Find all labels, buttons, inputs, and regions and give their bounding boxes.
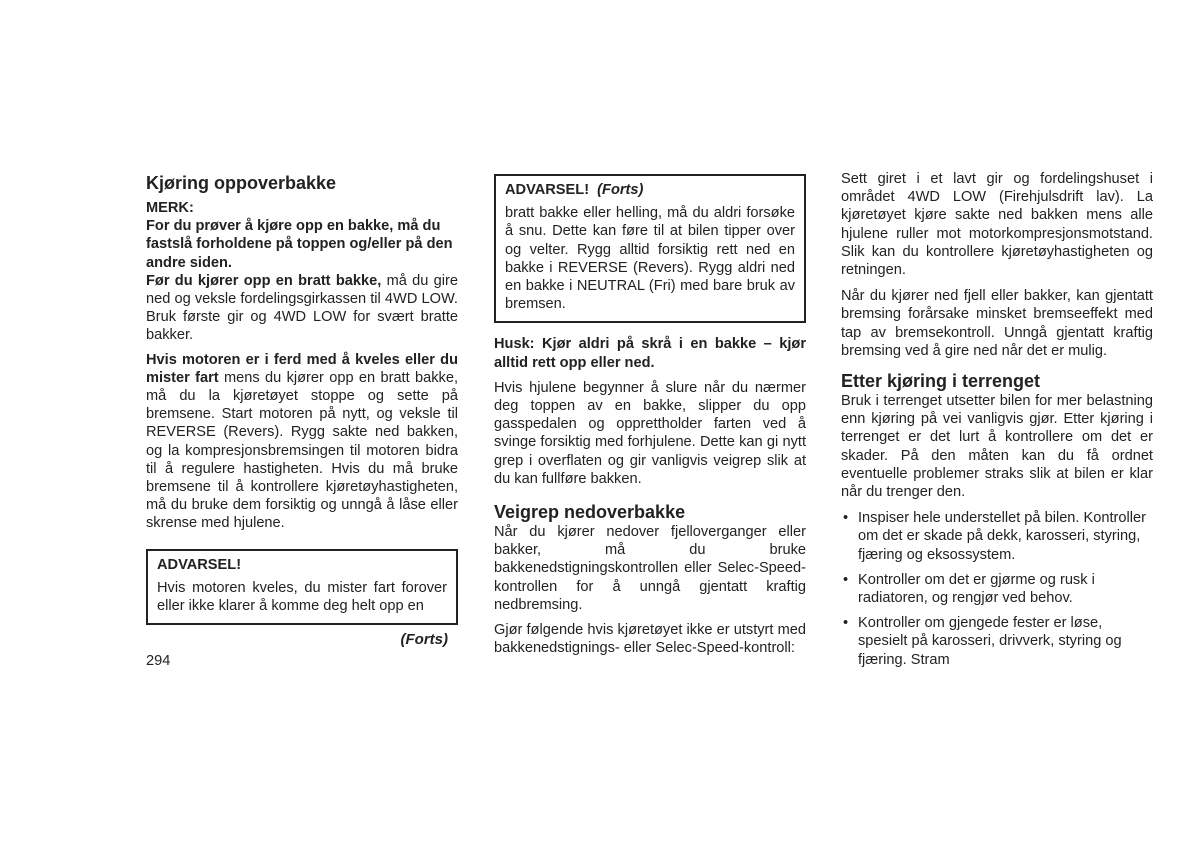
column-1 [146, 170, 458, 649]
section-heading-downhill: Veigrep nedoverbakke [494, 502, 686, 523]
paragraph-after-offroad: Bruk i terrenget utsetter bilen for mer belastning enn kjøring på vei vanligvis gjør. Etter kjøring i terrenget er det lurt å kontrollere om det er skader. På den måten kan du få ordnet eventuelle problemer straks slik at bilen er klar når du trenger den. [841, 393, 1153, 501]
section-heading-uphill: Kjøring oppoverbakke [146, 173, 337, 193]
inspection-list [841, 509, 1153, 669]
list-item-text: Kontroller om det er gjørme og rusk i radiatoren, og rengjør ved behov. [858, 571, 1095, 607]
warning-text: Hvis motoren kveles, du mister fart forover eller ikke klarer å komme deg helt opp en [157, 579, 447, 615]
list-item [841, 509, 1153, 564]
bullet-icon: • [843, 510, 849, 527]
warning-box-continued [494, 174, 806, 323]
paragraph-lead-bold: Før du kjører opp en bratt bakke, [146, 272, 382, 289]
paragraph-lead-bold: Hvis motoren er i ferd med å kveles eller du mister fart [146, 351, 458, 386]
paragraph-braking: Når du kjører ned fjell eller bakker, kan gjentatt bremsing forårsake minsket bremseeffekt med tap av bremsekontroll. Unngå gjentatt kraftig bremsing ved å gire ned når det er mulig. [841, 288, 1153, 359]
note-label: MERK: [146, 200, 194, 216]
page-number: 294 [146, 653, 171, 669]
paragraph-body: må du gire ned og veksle fordelingsgirkassen til 4WD LOW. Bruk første gir og 4WD LOW for svært bratte bakker. [146, 272, 458, 344]
warning-title: ADVARSEL! [157, 556, 242, 573]
section-heading-after-offroad: Etter kjøring i terrenget [841, 371, 1041, 392]
paragraph-engine-stall [146, 351, 458, 533]
bullet-icon: • [843, 571, 849, 588]
list-item-text: Kontroller om gjengede fester er løse, spesielt på karosseri, drivverk, styring og fjæring. Stram [858, 615, 1122, 668]
list-item [841, 571, 1153, 607]
warning-title [505, 181, 795, 199]
column-2 [494, 174, 806, 657]
warning-title-text: ADVARSEL! [505, 182, 590, 198]
note-text: For du prøver å kjøre opp en bakke, må du fastslå forholdene på toppen og/eller på den andre siden. [146, 218, 453, 271]
paragraph-low-gear: Sett giret i et lavt gir og fordelingshuset i område​t 4WD LOW (Firehjulsdrift lav). La kjøretøyet kjøre sakte ned bakken mens alle hjulene ruller mot motorkompresjonsmotstand. Slik kan du kontrollere kjøretøyhastigheten og retningen. [841, 171, 1153, 279]
paragraph-downhill: Når du kjører nedover fjellovergange​r eller bakker, må du bruke bakkenedstigningskontrollen eller Selec-Speed-kontrollen for å unngå gjentatt kraftig nedbremsing. [494, 524, 806, 613]
continued-label: (Forts) [400, 631, 448, 649]
column-3 [841, 170, 1153, 669]
paragraph-instructions: Gjør følgende hvis kjøretøyet ikke er utstyrt med bakkenedstignings- eller Selec-Speed-kontroll: [494, 622, 806, 657]
paragraph-body: mens du kjører opp en bratt bakke, må du la kjøretøyet stoppe og sette på bremsene. Start motoren på nytt, og veksle til REVERSE (Revers). Rygg sakte ned bakken, og la kompresjonsbremsingen til motoren bidra til å regulere hastigheten. Hvis du må bruke bremsene til å kontrollere kjøretøyhastigheten, må du bruke dem forsiktig og unngå å låse eller skrense med hjulene. [146, 369, 458, 532]
warning-box [146, 549, 458, 626]
paragraph-steep-hill [146, 272, 458, 345]
bullet-icon: • [843, 615, 849, 632]
list-item-text: Inspiser hele understellet på bilen. Kontroller om det er skade på dekk, karosseri, styring, fjæring og eksossystem. [858, 510, 1146, 563]
reminder-text: Husk: Kjør aldri på skrå i en bakke – kjør alltid rett opp eller ned. [494, 336, 806, 371]
warning-text: bratt bakke eller helling, må du aldri forsøke å snu. Dette kan føre til at bilen tipper over og velter. Rygg alltid forsiktig rett ned en bakke i REVERSE (Revers). Rygg aldri ned en bakke i NEUTRAL (Fri) med bare bruk av bremsen. [505, 205, 795, 313]
list-item [841, 614, 1153, 669]
paragraph-wheel-slip: Hvis hjulene begynner å slure når du nærmer deg toppen av en bakke, slipper du opp gasspedalen og opprettholder farten ved å svinge forsiktig med forhjulene. Dette kan gi nytt grep i overflaten og gir vanligvis veigrep slik at du kan fullføre bakken. [494, 379, 806, 487]
warning-continued-label: (Forts) [597, 182, 644, 198]
